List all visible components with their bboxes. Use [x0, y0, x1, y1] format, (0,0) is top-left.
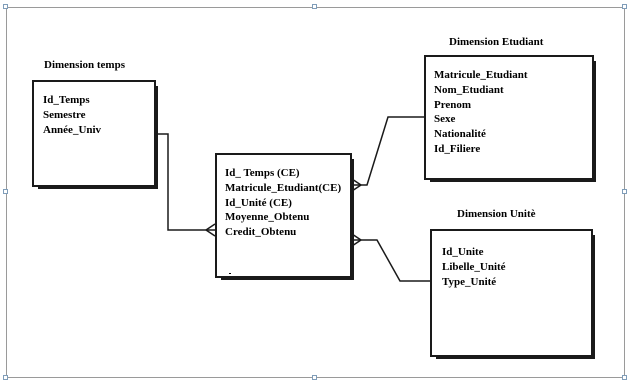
relationship-line-temps [156, 134, 215, 230]
field-id-filiere: Id_Filiere [434, 142, 481, 155]
field-id-unite: Id_Unite [442, 246, 484, 258]
field-type-unite: Type_Unité [442, 275, 497, 288]
entity-box-fact [215, 153, 352, 278]
field-credit-obtenu: Credit_Obtenu [225, 226, 297, 239]
entity-box-temps [32, 80, 156, 187]
entity-box-unite [430, 229, 593, 357]
relationship-line-unite [352, 240, 430, 281]
field-fk-id-temps: Id_ Temps (CE) [225, 167, 300, 179]
field-matricule-etudiant: Matricule_Etudiant [434, 69, 528, 81]
field-prenom: Prenom [434, 98, 472, 111]
field-annee-univ: Année_Univ [43, 123, 102, 136]
field-id-temps: Id_Temps [43, 94, 90, 106]
entity-title-etudiant: Dimension Etudiant [449, 36, 544, 48]
relationship-line-etudiant [352, 117, 424, 185]
field-libelle-unite: Libelle_Unité [442, 260, 506, 273]
entity-title-unite: Dimension Unitè [457, 208, 536, 220]
field-fk-id-unite: Id_Unité (CE) [225, 196, 292, 209]
field-semestre: Semestre [43, 108, 86, 121]
field-fk-matricule-etudiant: Matricule_Etudiant(CE) [225, 181, 342, 194]
field-sexe: Sexe [434, 113, 456, 126]
entity-title-temps: Dimension temps [44, 59, 125, 71]
field-moyenne-obtenu: Moyenne_Obtenu [225, 211, 310, 224]
field-nom-etudiant: Nom_Etudiant [434, 83, 504, 96]
field-nationalite: Nationalité [434, 128, 486, 141]
stray-mark [229, 273, 231, 274]
entity-box-etudiant [424, 55, 594, 180]
